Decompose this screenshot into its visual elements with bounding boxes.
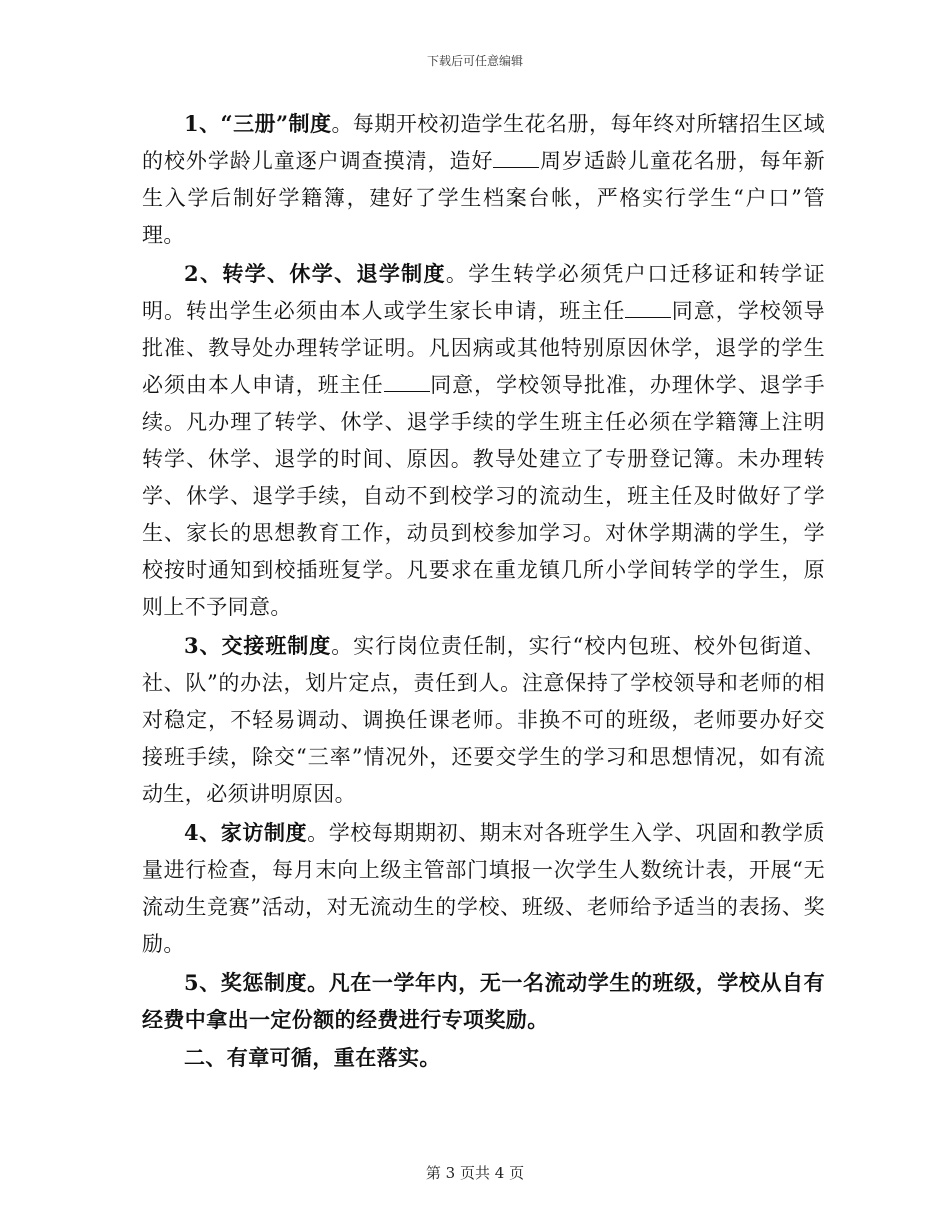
paragraph-reward-rules: 5、奖惩制度。凡在一学年内，无一名流动学生的班级，学校从自有经费中拿出一定份额的经费进行专项奖励。 bbox=[142, 970, 825, 1032]
paragraph-text: 。每期开校初造学生花名册，每年终对所辖招生区域的校外学龄儿童逐户调查摸清，造好 bbox=[142, 112, 825, 173]
paragraph-heading: 3、交接班制度 bbox=[184, 633, 332, 658]
paragraph-three-registers bbox=[142, 105, 825, 254]
paragraph-text: 同意，学校领导批准，办理休学、退学手续。凡办理了转学、休学、退学手续的学生班主任必须在学籍簿上注明转学、休学、退学的时间、原因。教导处建立了专册登记簿。未办理转学、休学、退学手续，自动不到校学习的流动生，班主任及时做好了学生、家长的思想教育工作，动员到校参加学习。对休学期满的学生，学校按时通知到校插班复学。凡要求在重龙镇几所小学间转学的学生，原则上不予同意。 bbox=[142, 373, 825, 619]
fill-in-blank bbox=[493, 149, 539, 168]
paragraph-heading: 2、转学、休学、退学制度 bbox=[184, 261, 446, 286]
paragraph-text: 。学校每期期初、期末对各班学生入学、巩固和教学质量进行检查，每月末向上级主管部门填报一次学生人数统计表，开展“无流动生竞赛”活动，对无流动生的学校、班级、老师给予适当的表扬、奖励。 bbox=[142, 821, 825, 956]
paragraph-heading: 4、家访制度 bbox=[184, 820, 308, 845]
section-heading-implementation: 二、有章可循，重在落实。 bbox=[184, 1045, 441, 1070]
page-header-note: 下载后可任意编辑 bbox=[426, 54, 523, 68]
fill-in-blank bbox=[384, 373, 430, 392]
document-body bbox=[142, 105, 825, 1076]
page-number-footer: 第 3 页共 4 页 bbox=[425, 1164, 525, 1182]
paragraph-text: 。学生转学必须凭户口迁移证和转学证明。转出学生必须由本人或学生家长申请，班主任 bbox=[142, 262, 825, 323]
paragraph-handover-rules bbox=[142, 627, 825, 813]
paragraph-transfer-rules bbox=[142, 255, 825, 626]
paragraph-home-visit-rules bbox=[142, 814, 825, 963]
paragraph-text: 。实行岗位责任制，实行“校内包班、校外包街道、社、队”的办法，划片定点，责任到人。注意保持了学校领导和老师的相对稳定，不轻易调动、调换任课老师。非换不可的班级，老师要办好交接班手续，除交“三率”情况外，还要交学生的学习和思想情况，如有流动生，必须讲明原因。 bbox=[142, 634, 825, 806]
paragraph-heading: 1、“三册”制度 bbox=[184, 111, 332, 136]
fill-in-blank bbox=[625, 299, 671, 318]
paragraph-text: 周岁适龄儿童花名册，每年新生入学后制好学籍簿，建好了学生档案台帐，严格实行学生“户口”管理。 bbox=[142, 149, 825, 247]
paragraph-text: 同意，学校领导批准、教导处办理转学证明。凡因病或其他特别原因休学，退学的学生必须由本人申请，班主任 bbox=[142, 299, 825, 397]
